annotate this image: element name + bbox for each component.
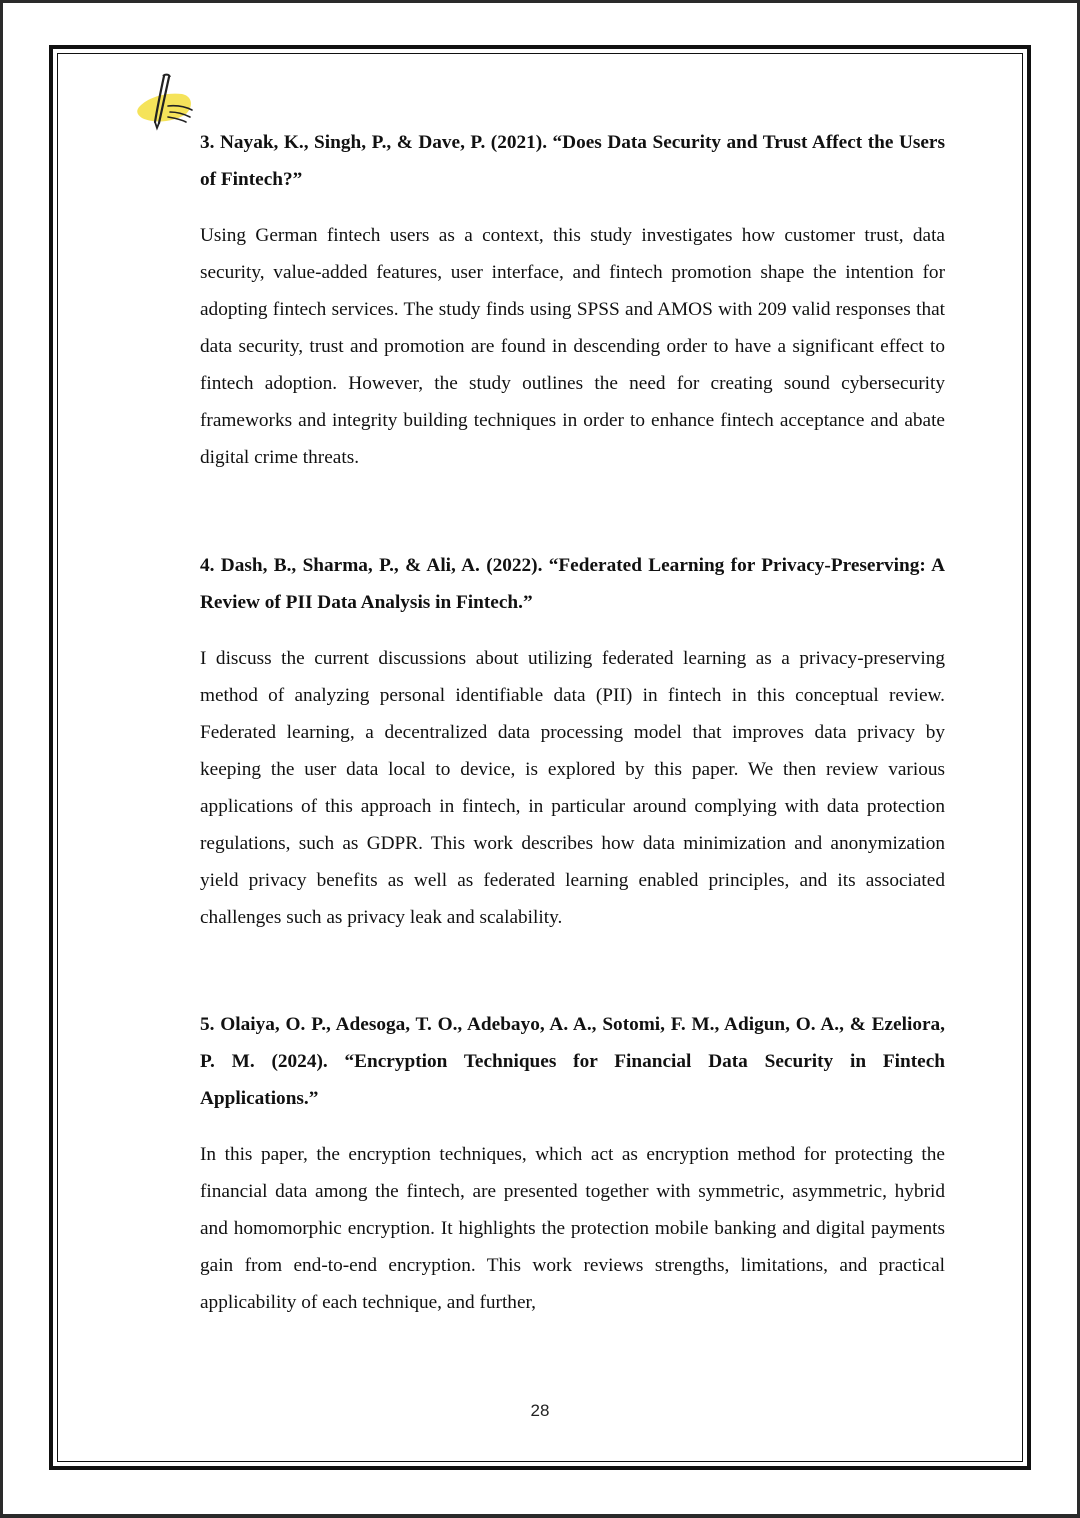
pen-highlighter-icon — [134, 72, 200, 132]
reference-title: 4. Dash, B., Sharma, P., & Ali, A. (2022). “Federated Learning for Privacy-Preserving: A Review of PII Data Analysis in Fintech.” — [200, 555, 945, 613]
reference-title: 5. Olaiya, O. P., Adesoga, T. O., Adebayo, A. A., Sotomi, F. M., Adigun, O. A., & Ezeliora, P. M. (2024). “Encryption Techniques for Financial Data Security in Fintech Applications.” — [200, 1014, 945, 1109]
page-content — [200, 124, 945, 1321]
reference-summary: Using German fintech users as a context, this study investigates how customer trust, data security, value-added features, user interface, and fintech promotion shape the intention for adopting fintech services. The study finds using SPSS and AMOS with 209 valid responses that data security, trust and promotion are found in descending order to have a significant effect to fintech adoption. However, the study outlines the need for creating sound cybersecurity frameworks and integrity building techniques in order to enhance fintech acceptance and abate digital crime threats. — [200, 225, 945, 468]
reference-title: 3. Nayak, K., Singh, P., & Dave, P. (2021). “Does Data Security and Trust Affect the Users of Fintech?” — [200, 132, 945, 190]
reference-summary: I discuss the current discussions about utilizing federated learning as a privacy-preserving method of analyzing personal identifiable data (PII) in fintech in this conceptual review. Federated learning, a decentralized data processing model that improves data privacy by keeping the user data local to device, is explored by this paper. We then review various applications of this approach in fintech, in particular around complying with data protection regulations, such as GDPR. This work describes how data minimization and anonymization yield privacy benefits as well as federated learning enabled principles, and its associated challenges such as privacy leak and scalability. — [200, 648, 945, 928]
reference-summary: In this paper, the encryption techniques, which act as encryption method for protecting the financial data among the fintech, are presented together with symmetric, asymmetric, hybrid and homomorphic encryption. It highlights the protection mobile banking and digital payments gain from end-to-end encryption. This work reviews strengths, limitations, and practical applicability of each technique, and further, — [200, 1144, 945, 1313]
page-number: 28 — [530, 1401, 550, 1420]
